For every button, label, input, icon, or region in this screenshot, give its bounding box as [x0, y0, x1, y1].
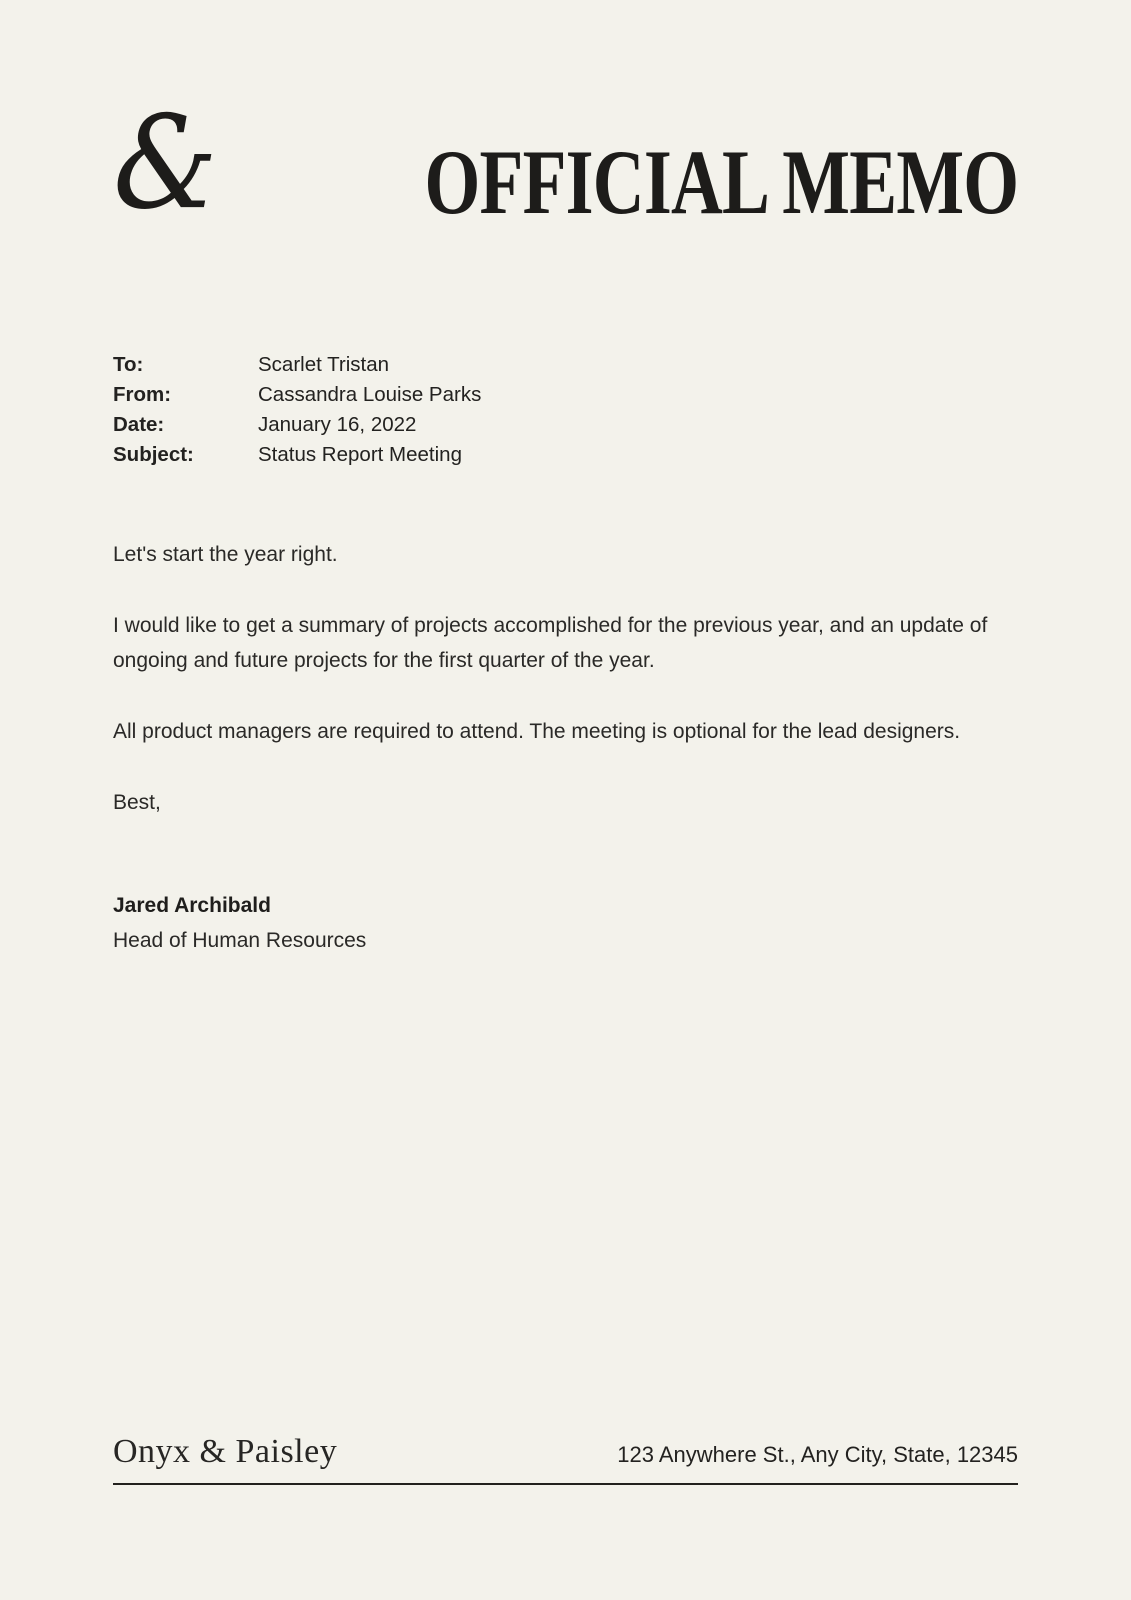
memo-fields-block [113, 350, 481, 470]
date-value: January 16, 2022 [258, 413, 417, 436]
signature-name: Jared Archibald [113, 894, 271, 917]
body-paragraph: Let's start the year right. [113, 543, 338, 566]
footer-divider [113, 1483, 1018, 1485]
memo-body [113, 537, 1021, 958]
field-row-date [113, 410, 481, 440]
company-address: 123 Anywhere St., Any City, State, 12345 [617, 1442, 1018, 1467]
signature-title: Head of Human Resources [113, 929, 367, 952]
memo-footer [113, 1425, 1018, 1485]
field-row-to [113, 350, 481, 380]
page-title: OFFICIAL MEMO [424, 131, 1018, 233]
subject-label: Subject: [113, 443, 194, 466]
field-row-subject [113, 440, 481, 470]
company-name: Onyx & Paisley [113, 1433, 338, 1470]
to-value: Scarlet Tristan [258, 353, 390, 376]
field-row-from [113, 380, 481, 410]
date-label: Date: [113, 413, 165, 436]
to-label: To: [113, 353, 144, 376]
subject-value: Status Report Meeting [258, 443, 462, 466]
from-label: From: [113, 383, 172, 406]
body-paragraph: All product managers are required to attend. The meeting is optional for the lead designers. [113, 720, 961, 743]
signature-block [113, 888, 1021, 958]
from-value: Cassandra Louise Parks [258, 383, 482, 406]
footer-row [113, 1425, 1018, 1471]
ampersand-logo-icon: & [113, 89, 218, 238]
memo-header [113, 89, 1018, 243]
body-paragraph: I would like to get a summary of projects accomplished for the previous year, and an update of ongoing and future projects for the first quarter of the year. [113, 614, 988, 672]
closing-text: Best, [113, 791, 161, 814]
